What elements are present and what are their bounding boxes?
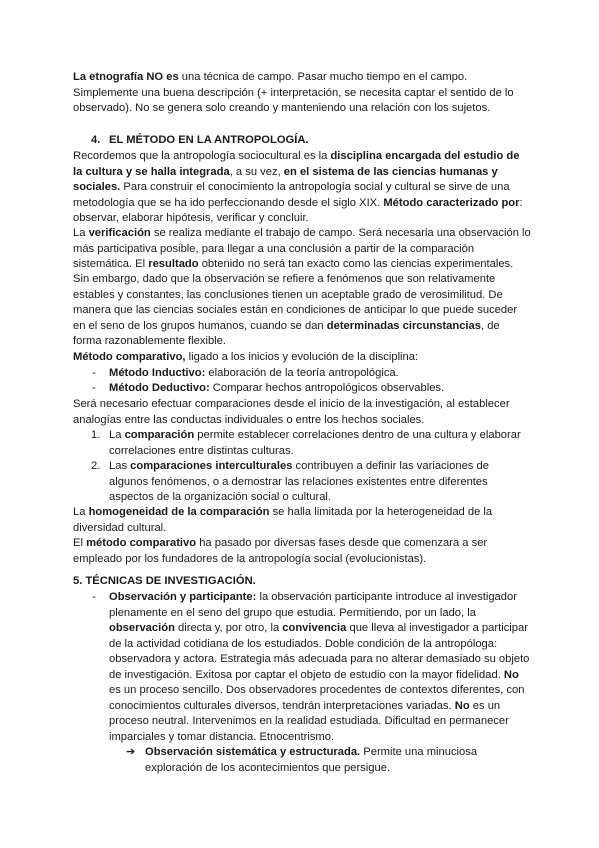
- section-4-paragraph-6: La homogeneidad de la comparación se halla limitada por la heterogeneidad de la diversidad cultural.: [73, 506, 493, 534]
- intro-text-2: Simplemente una buena descripción (+ interpretación, se necesita captar el sentido de lo observado). No se genera solo creando y manteniendo una relación con los sujetos.: [73, 86, 514, 114]
- list-item-deductivo: Método Deductivo: Comparar hechos antropológicos observables.: [109, 382, 445, 394]
- section-4-paragraph-3: Sin embargo, dado que la observación se refiere a fenómenos que son relativamente estables y constantes, las conclusiones tienen un aceptable grado de verosimilitud. De manera que las ciencias sociales están en condiciones de anticipar lo que puede suceder en el seno de los grupos humanos, cuando se dan determinadas circunstancias, de forma razonablemente flexible.: [73, 273, 518, 347]
- section-4-paragraph-2: La verificación se realiza mediante el trabajo de campo. Será necesaria una observación lo más participativa posible, para llegar a una conclusión a partir de la comparación sistemática. El resultado obtenido no será tan exacto como las ciencias experimentales.: [73, 227, 531, 270]
- section-4-number: 4.: [91, 134, 101, 146]
- section-4-paragraph-5: Será necesario efectuar comparaciones desde el inicio de la investigación, al establecer analogías entre las conductas individuales o entre los hechos sociales.: [73, 398, 510, 426]
- list-number-2: 2.: [91, 460, 101, 472]
- intro-text: una técnica de campo. Pasar mucho tiempo en el campo.: [178, 71, 468, 83]
- numbered-item-2: Las comparaciones interculturales contribuyen a definir las variaciones de algunos fenómenos, o a demostrar las relaciones existentes entre diferentes aspectos de la organización social o cultural.: [109, 460, 489, 503]
- section-4-paragraph-4: Método comparativo, ligado a los inicios y evolución de la disciplina:: [73, 351, 419, 363]
- arrow-icon: ➔: [126, 746, 136, 758]
- section-4-paragraph-7: El método comparativo ha pasado por diversas fases desde que comenzara a ser empleado por los fundadores de la antropología social (evolucionistas).: [73, 537, 488, 565]
- list-dash: -: [92, 591, 96, 603]
- section-5-title: 5. TÉCNICAS DE INVESTIGACIÓN.: [73, 575, 256, 587]
- list-dash: -: [92, 367, 96, 379]
- systematic-observation-item: Observación sistemática y estructurada. Permite una minuciosa exploración de los acontecimientos que persigue.: [145, 746, 478, 774]
- intro-paragraph: [73, 70, 531, 117]
- numbered-item-1: La comparación permite establecer correlaciones dentro de una cultura y elaborar correlaciones entre distintas culturas.: [109, 429, 521, 457]
- list-number-1: 1.: [91, 429, 101, 441]
- section-4-paragraph-1: Recordemos que la antropología sociocultural es la disciplina encargada del estudio de la cultura y se halla integrada, a su vez, en el sistema de las ciencias humanas y sociales. Para construir el conocimiento la antropología social y cultural se sirve de una metodología que se ha ido perfeccionando desde el siglo XIX. Método caracterizado por: observar, elaborar hipótesis, verificar y concluir.: [73, 150, 523, 224]
- intro-bold: La etnografía NO es: [73, 71, 179, 83]
- list-item-inductivo: Método Inductivo: elaboración de la teoría antropológica.: [109, 367, 399, 379]
- section-4-title: EL MÉTODO EN LA ANTROPOLOGÍA.: [109, 134, 309, 146]
- observation-item: Observación y participante: la observación participante introduce al investigador plenamente en el seno del grupo que estudia. Permitiendo, por un lado, la observación directa y, por otro, la convivencia que lleva al investigador a participar de la actividad cotidiana de los estudiados. Doble condición de la antropóloga: observadora y actora. Estrategia más adecuada para no alterar demasiado su objeto de investigación. Exitosa por captar el objeto de estudio con la mayor fidelidad. No es un proceso sencillo. Dos observadores procedentes de contextos diferentes, con conocimientos culturales diversos, tendrán interpretaciones variadas. No es un proceso neutral. Intervenimos en la realidad estudiada. Dificultad en permanecer imparciales y tomar distancia. Etnocentrismo.: [109, 591, 530, 743]
- list-dash: -: [92, 382, 96, 394]
